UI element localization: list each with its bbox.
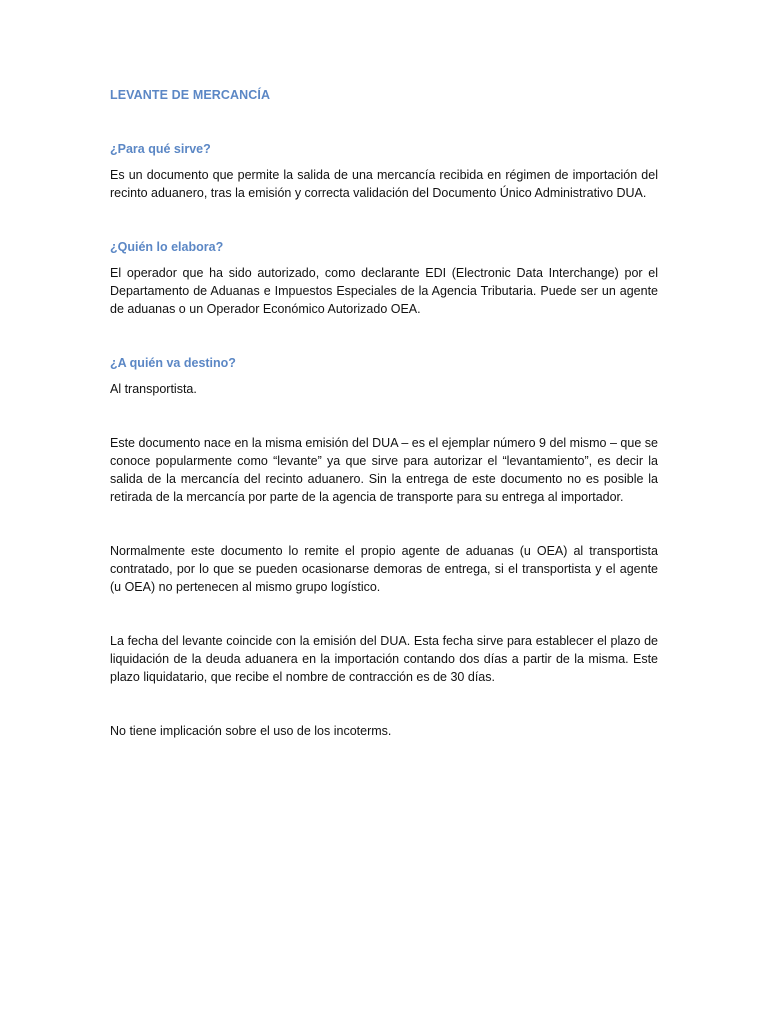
document-title: LEVANTE DE MERCANCÍA [110, 88, 271, 102]
paragraph-origin: Este documento nace en la misma emisión del DUA – es el ejemplar número 9 del mismo – que se conoce popularmente como “levante” ya que sirve para autorizar el “levantamiento”, es decir la salida de la mercancía del recinto aduanero. Sin la entrega de este documento no es posible la retirada de la mercancía por parte de la agencia de transporte para su entrega al importador. [110, 436, 658, 504]
section-heading-recipient: ¿A quién va destino? [110, 356, 236, 370]
section-body-author: El operador que ha sido autorizado, como declarante EDI (Electronic Data Interchange) por el Departamento de Aduanas e Impuestos Especiales de la Agencia Tributaria. Puede ser un agente de aduanas o un Operador Económico Autorizado OEA. [110, 266, 658, 316]
section-heading-author: ¿Quién lo elabora? [110, 240, 224, 254]
document-page [110, 86, 658, 740]
paragraph-delivery: Normalmente este documento lo remite el propio agente de aduanas (u OEA) al transportista contratado, por lo que se pueden ocasionarse demoras de entrega, si el transportista y el agente (u OEA) no pertenecen al mismo grupo logístico. [110, 544, 658, 594]
section-heading-purpose: ¿Para qué sirve? [110, 142, 211, 156]
paragraph-incoterms: No tiene implicación sobre el uso de los incoterms. [110, 724, 392, 738]
section-body-recipient: Al transportista. [110, 382, 197, 396]
section-body-purpose: Es un documento que permite la salida de una mercancía recibida en régimen de importación del recinto aduanero, tras la emisión y correcta validación del Documento Único Administrativo DUA. [110, 168, 658, 200]
paragraph-date: La fecha del levante coincide con la emisión del DUA. Esta fecha sirve para establecer el plazo de liquidación de la deuda aduanera en la importación contando dos días a partir de la misma. Este plazo liquidatario, que recibe el nombre de contracción es de 30 días. [110, 634, 658, 684]
